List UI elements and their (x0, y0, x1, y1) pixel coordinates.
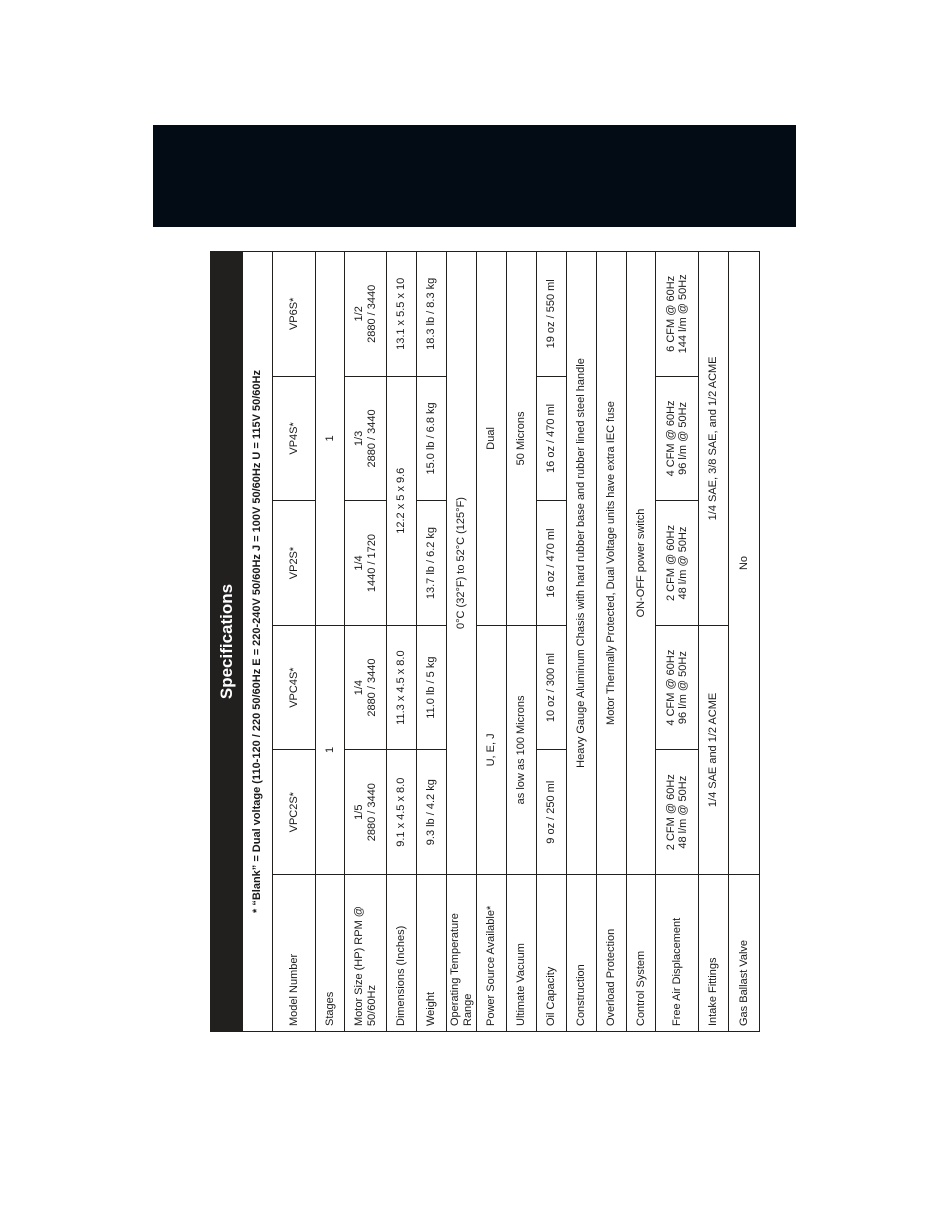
table-cell: 1/4 SAE and 1/2 ACME (699, 625, 729, 874)
table-cell (345, 501, 387, 626)
table-title: Specifications (211, 252, 243, 1032)
table-cell: 10 oz / 300 ml (537, 625, 567, 750)
table-cell (345, 252, 387, 377)
cell-line: 96 l/m @ 50Hz (677, 401, 690, 475)
table-row (507, 252, 537, 1032)
cell-line: 1/3 (352, 430, 365, 447)
table-row (567, 252, 597, 1032)
table-row (627, 252, 656, 1032)
row-label: Dimensions (Inches) (387, 875, 417, 1032)
cell-line: 1/4 (352, 679, 365, 696)
cell-line: 4 CFM @ 60Hz (664, 649, 677, 726)
table-cell: ON-OFF power switch (627, 252, 656, 875)
cell-line: 4 CFM @ 60Hz (664, 400, 677, 477)
voltage-note-row (243, 252, 273, 1032)
table-cell (656, 376, 699, 501)
cell-line: 2880 / 3440 (365, 658, 378, 717)
black-header-bar (153, 125, 796, 227)
table-cell (345, 376, 387, 501)
table-cell (656, 625, 699, 750)
specifications-frame (210, 252, 750, 1032)
table-cell (656, 501, 699, 626)
table-cell: VP6S* (273, 252, 316, 377)
cell-line: 2 CFM @ 60Hz (664, 525, 677, 601)
cell-line: 144 l/m @ 50Hz (677, 274, 690, 354)
table-cell: 1 (316, 625, 345, 874)
table-cell: No (729, 252, 760, 875)
table-cell: 18.3 lb / 8.3 kg (417, 252, 447, 377)
table-cell: 9.1 x 4.5 x 8.0 (387, 750, 417, 875)
row-label: Model Number (273, 875, 316, 1032)
table-cell: 0°C (32°F) to 52°C (125°F) (447, 252, 477, 875)
table-cell (656, 252, 699, 377)
table-cell: 13.1 x 5.5 x 10 (387, 252, 417, 377)
table-row (417, 252, 447, 1032)
table-cell: 16 oz / 470 ml (537, 376, 567, 501)
table-row (656, 252, 699, 1032)
row-label (345, 875, 387, 1032)
table-cell: VPC2S* (273, 750, 316, 875)
row-label: Free Air Displacement (656, 875, 699, 1032)
cell-line: 2880 / 3440 (365, 783, 378, 842)
table-cell (345, 625, 387, 750)
table-cell: 11.0 lb / 5 kg (417, 625, 447, 750)
table-row (447, 252, 477, 1032)
table-cell: VPC4S* (273, 625, 316, 750)
table-cell: 50 Microns (507, 252, 537, 626)
row-label: Gas Ballast Valve (729, 875, 760, 1032)
table-row (699, 252, 729, 1032)
cell-line: 48 l/m @ 50Hz (677, 526, 690, 600)
row-label: Intake Fittings (699, 875, 729, 1032)
cell-line: 2880 / 3440 (365, 284, 378, 343)
table-cell: 15.0 lb / 6.8 kg (417, 376, 447, 501)
table-cell: 1/4 SAE, 3/8 SAE, and 1/2 ACME (699, 252, 729, 626)
row-label: Overload Protection (597, 875, 627, 1032)
cell-line: 1/4 (352, 555, 365, 571)
voltage-note: * “Blank” = Dual voltage (110-120 / 220 50/60Hz E = 220-240V 50/60Hz J = 100V 50/60Hz U = 115V 50/60Hz (243, 252, 273, 1032)
table-cell: VP4S* (273, 376, 316, 501)
table-cell: Heavy Gauge Aluminum Chasis with hard rubber base and rubber lined steel handle (567, 252, 597, 875)
table-cell: U, E, J (477, 625, 507, 874)
table-cell: 19 oz / 550 ml (537, 252, 567, 377)
table-cell: 12.2 x 5 x 9.6 (387, 376, 417, 625)
cell-line: 6 CFM @ 60Hz (664, 275, 677, 352)
specifications-table (210, 251, 760, 1032)
table-row (477, 252, 507, 1032)
table-cell: as low as 100 Microns (507, 625, 537, 874)
row-label: Operating Temperature Range (447, 875, 477, 1032)
table-cell: 16 oz / 470 ml (537, 501, 567, 626)
cell-line: 48 l/m @ 50Hz (677, 775, 690, 849)
row-label: Oil Capacity (537, 875, 567, 1032)
cell-line: 1/2 (352, 306, 365, 322)
row-label-line: Motor Size (HP) RPM @ (352, 906, 365, 1026)
row-label: Stages (316, 875, 345, 1032)
row-label: Weight (417, 875, 447, 1032)
cell-line: 1/5 (352, 804, 365, 820)
table-row (316, 252, 345, 1032)
cell-line: 2880 / 3440 (365, 409, 378, 468)
row-label: Ultimate Vacuum (507, 875, 537, 1032)
table-cell: 13.7 lb / 6.2 kg (417, 501, 447, 626)
table-cell: 9 oz / 250 ml (537, 750, 567, 875)
table-cell: Dual (477, 252, 507, 626)
table-cell: 9.3 lb / 4.2 kg (417, 750, 447, 875)
table-row (729, 252, 760, 1032)
table-row (597, 252, 627, 1032)
row-label: Control System (627, 875, 656, 1032)
cell-line: 2 CFM @ 60Hz (664, 774, 677, 851)
title-row (211, 252, 243, 1032)
table-row (345, 252, 387, 1032)
specifications-table-rotated (210, 252, 750, 1032)
row-label-line: 50/60Hz (365, 985, 378, 1026)
table-cell: 1 (316, 252, 345, 626)
table-row (387, 252, 417, 1032)
table-cell: Motor Thermally Protected, Dual Voltage units have extra IEC fuse (597, 252, 627, 875)
row-label: Construction (567, 875, 597, 1032)
table-cell (656, 750, 699, 875)
table-cell: 11.3 x 4.5 x 8.0 (387, 625, 417, 750)
cell-line: 1440 / 1720 (365, 533, 378, 593)
table-row (537, 252, 567, 1032)
table-row (273, 252, 316, 1032)
table-cell (345, 750, 387, 875)
table-cell: VP2S* (273, 501, 316, 626)
row-label: Power Source Available* (477, 875, 507, 1032)
cell-line: 96 l/m @ 50Hz (677, 651, 690, 725)
